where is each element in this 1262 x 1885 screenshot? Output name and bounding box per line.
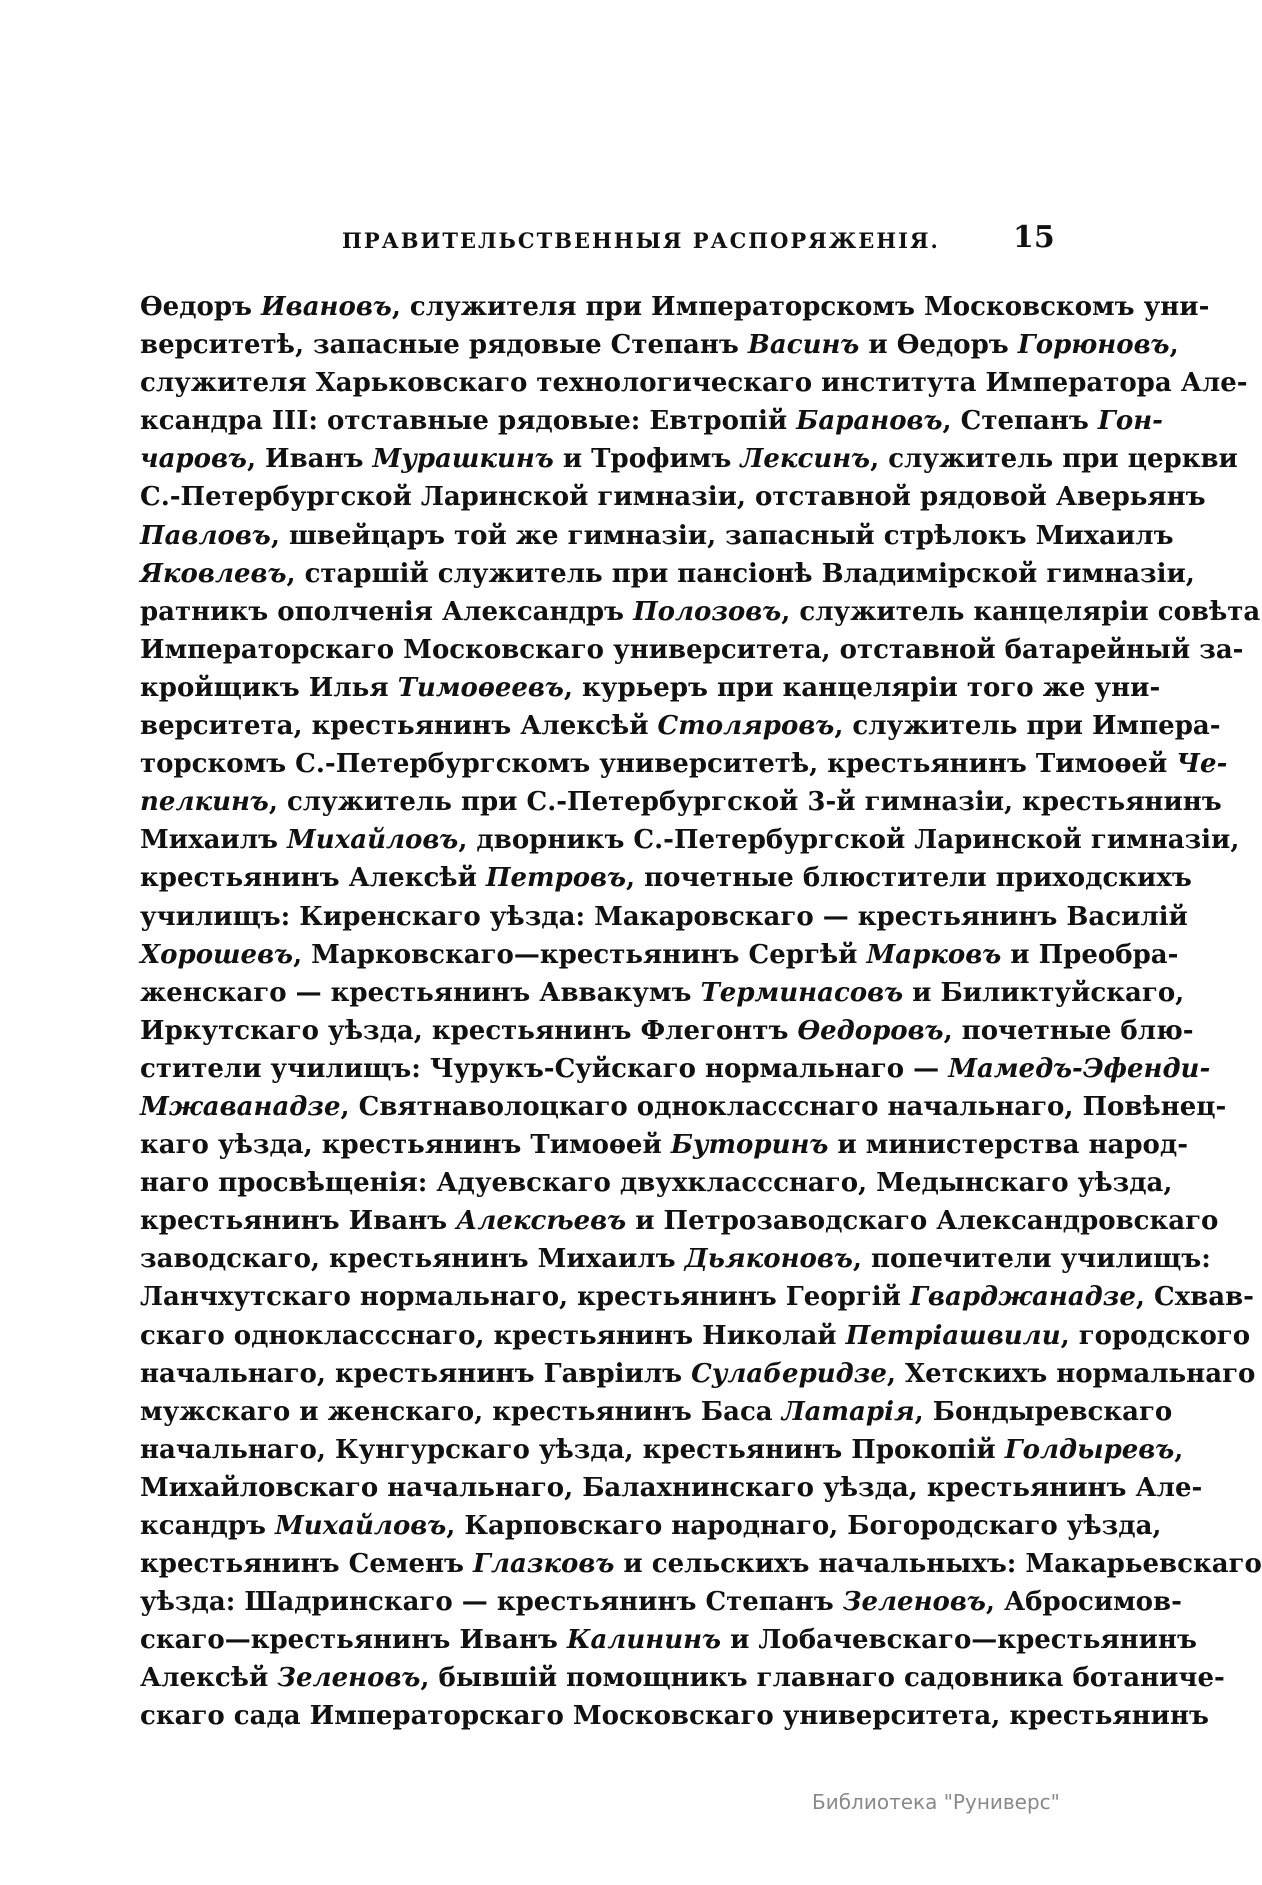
text-line: скаго одноклассснаго, крестьянинъ Николай Петріашвили, городского	[140, 1320, 1251, 1351]
text-line: скаго—крестьянинъ Иванъ Калининъ и Лобачевскаго—крестьянинъ	[140, 1625, 1197, 1656]
text-line: пелкинъ, служитель при С.-Петербургской 3-й гимназіи, крестьянинъ	[140, 787, 1222, 818]
text-line: женскаго — крестьянинъ Аввакумъ Терминасовъ и Биликтуйскаго,	[140, 977, 1185, 1008]
running-header: ПРАВИТЕЛЬСТВЕННЫЯ РАСПОРЯЖЕНІЯ.	[342, 228, 940, 253]
text-line: училищъ: Киренскаго уѣзда: Макаровскаго — крестьянинъ Василій	[140, 901, 1188, 932]
text-line: ксандра III: отставные рядовые: Евтропій Барановъ, Степанъ Гон-	[140, 406, 1163, 437]
text-line: С.-Петербургской Ларинской гимназіи, отставной рядовой Аверьянъ	[140, 482, 1206, 513]
text-line: верситетѣ, запасные рядовые Степанъ Васинъ и Ѳедоръ Горюновъ,	[140, 330, 1179, 361]
text-line: служителя Харьковскаго технологическаго института Императора Але-	[140, 368, 1248, 399]
text-line: скаго сада Императорскаго Московскаго университета, крестьянинъ	[140, 1701, 1209, 1732]
body-text	[140, 288, 1262, 1736]
text-line: Иркутскаго уѣзда, крестьянинъ Флегонтъ Ѳедоровъ, почетные блю-	[140, 1015, 1194, 1046]
text-line: верситета, крестьянинъ Алексѣй Столяровъ, служитель при Импера-	[140, 711, 1221, 742]
text-line: ратникъ ополченія Александръ Полозовъ, служитель канцеляріи совѣта	[140, 596, 1261, 627]
text-line: мужскаго и женскаго, крестьянинъ Баса Латарія, Бондыревскаго	[140, 1396, 1173, 1427]
text-line: Мжаванадзе, Святнаволоцкаго одноклассснаго начальнаго, Повѣнец-	[140, 1091, 1227, 1122]
text-line: чаровъ, Иванъ Мурашкинъ и Трофимъ Лексинъ, служитель при церкви	[140, 444, 1238, 475]
text-line: уѣзда: Шадринскаго — крестьянинъ Степанъ Зеленовъ, Абросимов-	[140, 1587, 1182, 1618]
text-line: каго уѣзда, крестьянинъ Тимоѳей Буторинъ и министерства народ-	[140, 1130, 1189, 1161]
text-line: Алексѣй Зеленовъ, бывшій помощникъ главнаго садовника ботаниче-	[140, 1663, 1225, 1694]
text-line: крестьянинъ Иванъ Алексѣевъ и Петрозаводскаго Александровскаго	[140, 1206, 1219, 1237]
text-line: Яковлевъ, старшій служитель при пансіонѣ Владимірской гимназіи,	[140, 558, 1195, 589]
text-line: Михаилъ Михайловъ, дворникъ С.-Петербургской Ларинской гимназіи,	[140, 825, 1240, 856]
text-line: начальнаго, Кунгурскаго уѣзда, крестьянинъ Прокопій Голдыревъ,	[140, 1434, 1184, 1465]
text-line: ксандръ Михайловъ, Карповскаго народнаго, Богородскаго уѣзда,	[140, 1511, 1162, 1541]
text-line: начальнаго, крестьянинъ Гавріилъ Сулаберидзе, Хетскихъ нормальнаго	[140, 1358, 1256, 1389]
text-line: торскомъ С.-Петербургскомъ университетѣ, крестьянинъ Тимоѳей Че-	[140, 749, 1228, 780]
text-line: кройщикъ Илья Тимоѳеевъ, курьеръ при канцеляріи того же уни-	[140, 672, 1161, 703]
text-line: Императорскаго Московскаго университета, отставной батарейный за-	[140, 634, 1244, 665]
page-number: 15	[1013, 220, 1055, 255]
text-line: Павловъ, швейцаръ той же гимназіи, запасный стрѣлокъ Михаилъ	[140, 520, 1174, 551]
text-line: Михайловскаго начальнаго, Балахнинскаго уѣзда, крестьянинъ Але-	[140, 1472, 1203, 1503]
text-line: заводскаго, крестьянинъ Михаилъ Дьяконовъ, попечители училищъ:	[140, 1244, 1211, 1275]
text-line: Хорошевъ, Марковскаго—крестьянинъ Сергѣй Марковъ и Преобра-	[140, 939, 1179, 970]
text-line: Ланчхутскаго нормальнаго, крестьянинъ Георгій Гварджанадзе, Схвав-	[140, 1282, 1254, 1313]
text-line: крестьянинъ Алексѣй Петровъ, почетные блюстители приходскихъ	[140, 863, 1192, 894]
text-line: стители училищъ: Чурукъ-Суйскаго нормальнаго — Мамедъ-Эфенди-	[140, 1053, 1211, 1084]
text-line: Ѳедоръ Ивановъ, служителя при Императорскомъ Московскомъ уни-	[140, 292, 1210, 322]
text-line: наго просвѣщенія: Адуевскаго двухклассснаго, Медынскаго уѣзда,	[140, 1168, 1173, 1199]
text-line: крестьянинъ Семенъ Глазковъ и сельскихъ начальныхъ: Макарьевскаго	[140, 1549, 1262, 1580]
library-watermark: Библиотека "Руниверс"	[812, 1790, 1060, 1814]
